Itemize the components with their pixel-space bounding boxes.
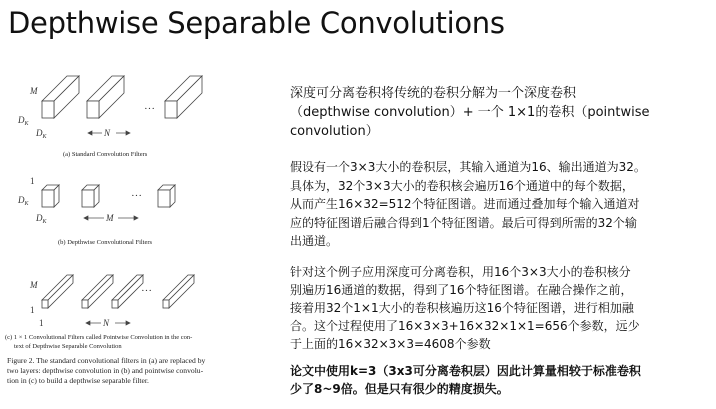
text-line: 应的特征图谱后融合得到1个特征图谱。最后可得到所需的32个输 [290,215,637,230]
text-line: 假设有一个3×3大小的卷积层，其输入通道为16、输出通道为32。 [290,160,646,174]
pointwise-filter-3 [112,275,143,308]
ellipsis-c: ··· [141,285,152,297]
mobilenet-figure [0,0,290,405]
text-line: 从而产生16×32=512个特征图谱。进而通过叠加每个输入通道对 [290,197,640,211]
depthwise-filter-1 [42,185,59,207]
text-line: 深度可分离卷积将传统的卷积分解为一个深度卷积 [290,86,577,101]
label-m-c: M [30,280,38,290]
standard-filter-2 [87,76,124,118]
caption-c-line1: (c) 1 × 1 Convolutional Filters called Pointwise Convolution in the con- [5,334,193,341]
depthwise-filter-2 [82,185,99,207]
figure-caption [7,356,277,386]
paragraph-standard-conv [290,158,710,251]
text-line: 少了8~9倍。但是只有很少的精度损失。 [290,382,509,396]
label-dk-b-bottom: $D_K$ [36,213,47,225]
paragraph-intro [290,84,710,141]
text-line: 论文中使用k=3（3x3可分离卷积层）因此计算量相较于标准卷积 [290,364,641,378]
text-line: 具体为，32个3×3大小的卷积核会遍历16个通道中的每个数据， [290,178,634,193]
pointwise-filter-1 [42,275,73,308]
label-one-b-top: 1 [30,176,35,186]
text-line: （depthwise convolution）+ 一个 1×1的卷积（pointwise [290,105,650,120]
label-dk-a-bottom: $D_K$ [36,128,47,140]
label-dk-b-left: $D_K$ [18,195,29,207]
text-line: 出通道。 [290,234,339,248]
text-line: 接着用32个1×1大小的卷积核遍历这16个特征图谱，进行相加融 [290,301,634,315]
label-m-b: M [106,213,114,223]
text-line: 针对这个例子应用深度可分离卷积，用16个3×3大小的卷积核分 [290,265,631,279]
caption-b: (b) Depthwise Convolutional Filters [58,239,153,246]
ellipsis-b: ··· [131,190,142,202]
text-line: 于上面的16×32×3×3=4608个参数 [290,337,491,351]
label-n-c: N [103,318,110,328]
depthwise-filter-3 [158,185,175,207]
label-m-a: M [30,86,38,96]
label-one-c-left: 1 [30,305,35,315]
paragraph-conclusion [290,362,710,398]
figure-caption-line: two layers: depthwise convolution in (b) and pointwise convolu- [7,366,204,375]
caption-c-line2: text of Depthwise Separable Convolution [14,343,122,350]
text-line: convolution） [290,124,379,139]
standard-filter-1 [42,76,79,118]
label-dk-a-left: $D_K$ [18,115,29,127]
ellipsis-a: ··· [144,103,155,115]
label-one-c-bottom: 1 [39,318,44,328]
paragraph-separable-conv [290,263,710,353]
standard-filter-3 [165,76,202,118]
caption-a: (a) Standard Convolution Filters [63,151,148,158]
figure-caption-line: tion in (c) to build a depthwise separable filter. [7,376,149,385]
slide-title: Depthwise Separable Convolutions [8,6,505,40]
text-line: 别遍历16通道的数据，得到了16个特征图谱。在融合操作之前， [290,283,633,297]
pointwise-filter-4 [163,275,194,308]
text-line: 合。这个过程使用了16×3×3+16×32×1×1=656个参数，远少 [290,319,640,333]
pointwise-filter-2 [82,275,113,308]
figure-caption-line: Figure 2. The standard convolutional filters in (a) are replaced by [7,356,206,365]
label-n-a: N [104,128,111,138]
